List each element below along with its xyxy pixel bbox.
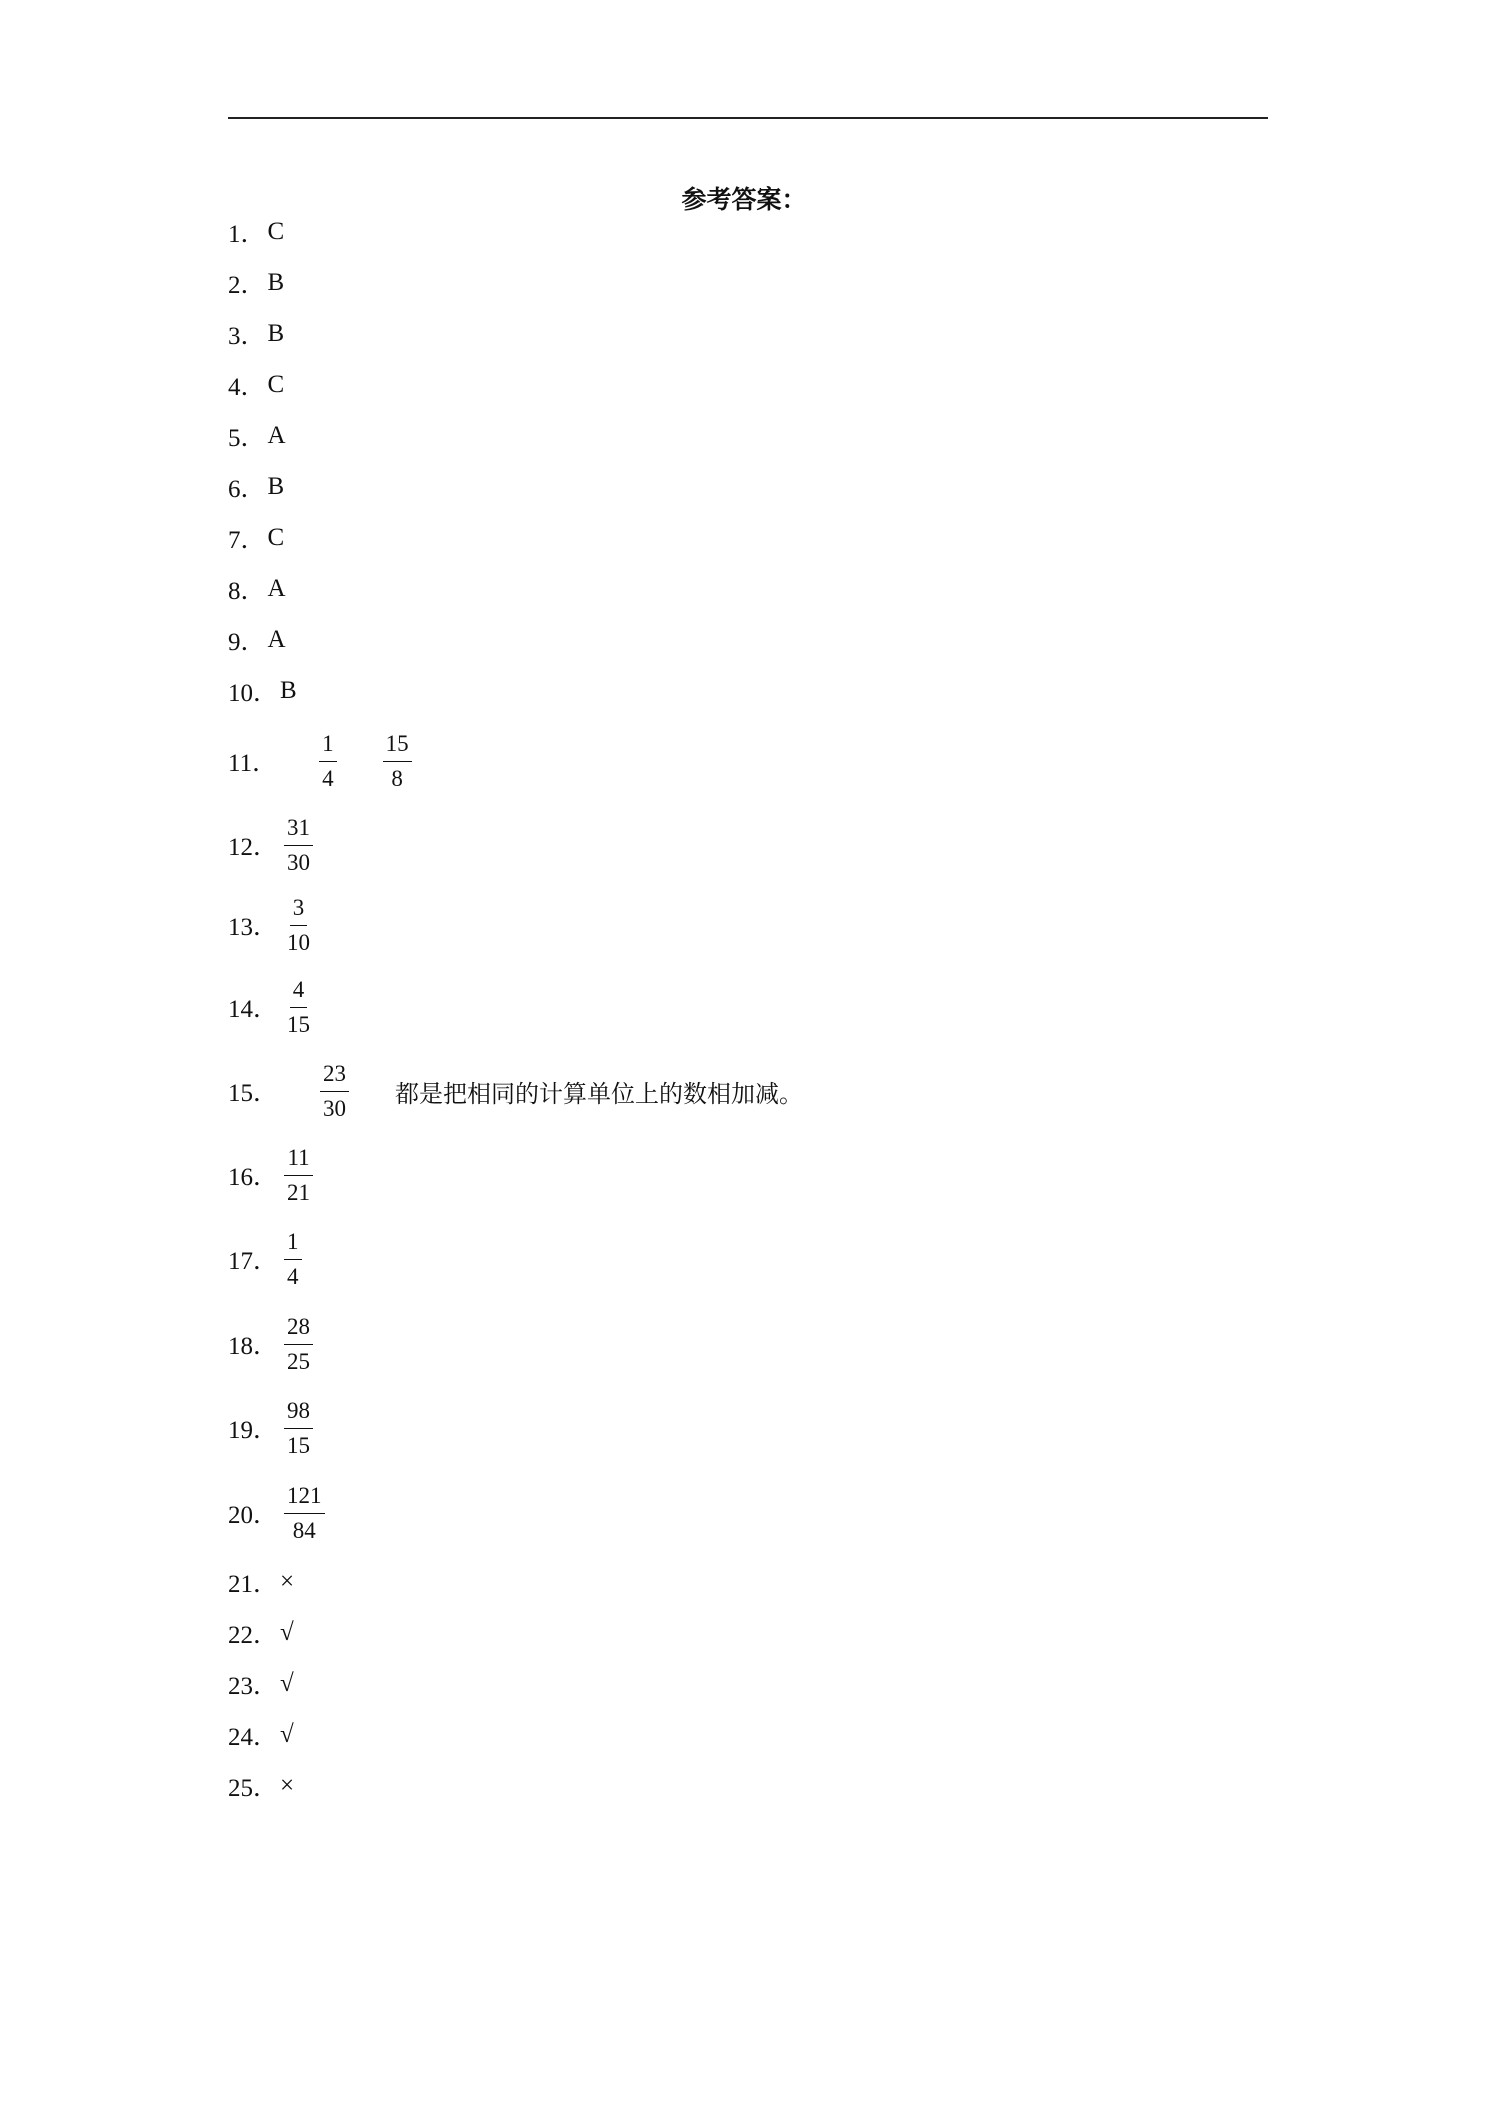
answer-choice: A — [267, 626, 286, 653]
answer-18 — [228, 1313, 313, 1374]
question-number: 20． — [228, 1502, 279, 1529]
fraction-2 — [383, 730, 412, 793]
answer-23 — [228, 1664, 294, 1704]
fraction — [284, 1482, 325, 1545]
answer-21 — [228, 1562, 294, 1602]
fraction-numerator: 31 — [284, 814, 313, 846]
answer-9 — [228, 620, 286, 660]
page-title: 参考答案： — [681, 185, 807, 214]
answer-17 — [228, 1228, 302, 1289]
answer-19 — [228, 1397, 313, 1458]
fraction-numerator: 98 — [284, 1397, 313, 1429]
question-number: 14． — [228, 996, 279, 1023]
fraction-numerator: 23 — [320, 1060, 349, 1092]
question-number: 25． — [228, 1775, 279, 1802]
question-number: 4． — [228, 374, 266, 401]
question-number: 9． — [228, 629, 266, 656]
question-number: 16． — [228, 1164, 279, 1191]
answer-7 — [228, 518, 284, 558]
question-number: 17． — [228, 1248, 279, 1275]
answer-choice: B — [267, 320, 285, 347]
answer-choice: A — [267, 575, 286, 602]
answer-4 — [228, 365, 284, 405]
question-number: 22． — [228, 1622, 279, 1649]
answer-12 — [228, 814, 313, 875]
answer-choice: C — [267, 218, 285, 245]
fraction-denominator: 84 — [292, 1517, 316, 1543]
answer-20 — [228, 1482, 325, 1543]
header-rule — [228, 117, 1268, 119]
answer-3 — [228, 314, 284, 354]
fraction-numerator: 121 — [284, 1482, 325, 1514]
fraction — [284, 1144, 313, 1207]
answer-24 — [228, 1715, 294, 1755]
fraction — [284, 1313, 313, 1376]
question-number: 1． — [228, 221, 266, 248]
answer-choice: B — [267, 473, 285, 500]
answer-choice: B — [280, 677, 297, 704]
fraction-denominator: 21 — [287, 1179, 311, 1205]
question-number: 7． — [228, 527, 266, 554]
question-number: 15． — [228, 1080, 279, 1107]
fraction — [284, 976, 313, 1039]
answer-mark: √ — [280, 1670, 294, 1697]
question-number: 12． — [228, 834, 279, 861]
answer-22 — [228, 1613, 294, 1653]
fraction-numerator: 28 — [284, 1313, 313, 1345]
fraction — [320, 1060, 349, 1123]
fraction-numerator: 1 — [319, 730, 337, 762]
answer-mark: × — [280, 1568, 295, 1595]
question-number: 8． — [228, 578, 266, 605]
fraction-denominator: 8 — [391, 765, 403, 791]
answer-2 — [228, 263, 284, 303]
question-number: 6． — [228, 476, 266, 503]
fraction-denominator: 25 — [287, 1348, 311, 1374]
fraction-denominator: 4 — [322, 765, 334, 791]
fraction-numerator: 3 — [290, 894, 308, 926]
fraction-denominator: 4 — [287, 1263, 299, 1289]
question-number: 5． — [228, 425, 266, 452]
answer-6 — [228, 467, 284, 507]
fraction — [284, 814, 313, 877]
answer-choice: A — [267, 422, 286, 449]
fraction-denominator: 10 — [287, 929, 311, 955]
answer-mark: √ — [280, 1619, 294, 1646]
explanation-text: 都是把相同的计算单位上的数相加减。 — [395, 1079, 804, 1108]
question-number: 19． — [228, 1417, 279, 1444]
question-number: 18． — [228, 1333, 279, 1360]
fraction-numerator: 15 — [383, 730, 412, 762]
fraction-numerator: 4 — [290, 976, 308, 1008]
question-number: 13． — [228, 914, 279, 941]
answer-choice: C — [267, 524, 285, 551]
answer-14 — [228, 976, 313, 1037]
fraction-denominator: 15 — [287, 1432, 311, 1458]
question-number: 2． — [228, 272, 266, 299]
question-number: 23． — [228, 1673, 279, 1700]
answer-mark: × — [280, 1772, 295, 1799]
question-number: 24． — [228, 1724, 279, 1751]
fraction — [284, 894, 313, 957]
answer-15 — [228, 1060, 804, 1121]
answer-13 — [228, 894, 313, 955]
question-number: 10． — [228, 680, 279, 707]
question-number: 11． — [228, 750, 278, 777]
fraction — [284, 1228, 302, 1291]
answer-5 — [228, 416, 286, 456]
answer-25 — [228, 1766, 294, 1806]
fraction-1 — [319, 730, 337, 793]
answer-choice: C — [267, 371, 285, 398]
answer-1 — [228, 212, 284, 252]
fraction-numerator: 1 — [284, 1228, 302, 1260]
fraction — [284, 1397, 313, 1460]
answer-16 — [228, 1144, 313, 1205]
answer-8 — [228, 569, 286, 609]
answer-choice: B — [267, 269, 285, 296]
fraction-denominator: 30 — [287, 849, 311, 875]
question-number: 3． — [228, 323, 266, 350]
fraction-denominator: 30 — [323, 1095, 347, 1121]
question-number: 21． — [228, 1571, 279, 1598]
answer-mark: √ — [280, 1721, 294, 1748]
fraction-denominator: 15 — [287, 1011, 311, 1037]
answer-10 — [228, 671, 297, 711]
fraction-numerator: 11 — [284, 1144, 312, 1176]
answer-11 — [228, 730, 412, 791]
